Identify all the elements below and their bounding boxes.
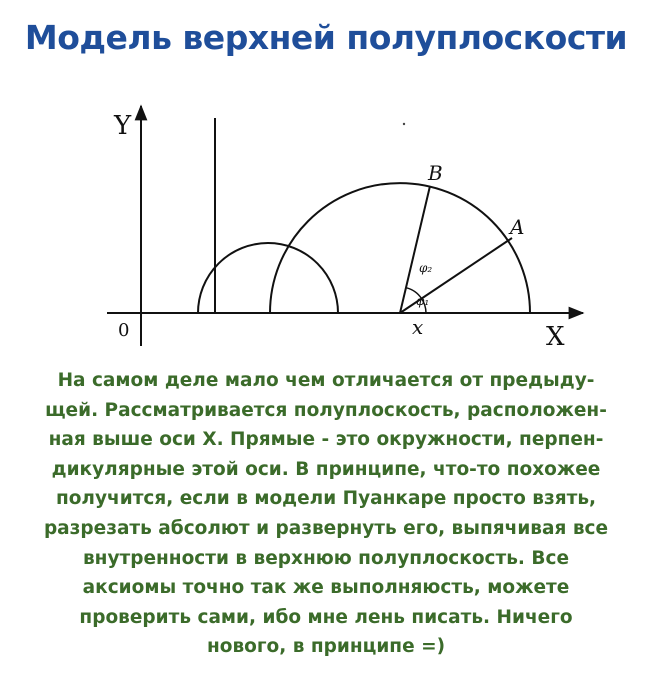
point-x-label: x — [412, 315, 424, 339]
point-b-label: B — [428, 161, 443, 185]
description-line: аксиомы точно так же выполняюсть, можете — [82, 577, 570, 599]
angle-1-label: φ₁ — [416, 294, 430, 308]
description-line: На самом деле мало чем отличается от предыду- — [57, 370, 595, 391]
point-a-label: A — [510, 215, 525, 239]
x-axis-label: X — [546, 322, 565, 352]
description-line: нового, в принципе =) — [206, 636, 446, 658]
page-title: Модель верхней полуплоскости — [24, 18, 628, 57]
description-line: щей. Рассматривается полуплоскость, расположен- — [45, 399, 607, 421]
angle-2-label: φ₂ — [419, 261, 433, 275]
description-line: дикулярные этой оси. В принципе, что-то похожее — [51, 458, 601, 480]
small-semicircle — [198, 243, 338, 313]
description-text — [40, 366, 612, 662]
stray-dot — [403, 123, 405, 125]
description-line: разрезать абсолют и развернуть его, выпячивая все — [43, 517, 609, 539]
description-line: проверить сами, ибо мне лень писать. Ничего — [79, 606, 573, 628]
y-axis-label: Y — [114, 111, 132, 141]
large-semicircle — [270, 183, 530, 313]
description-line: ная выше оси X. Прямые - это окружности, перпен- — [48, 429, 604, 451]
description-line: внутренности в верхнюю полуплоскость. Все — [82, 547, 570, 569]
description-line: получится, если в модели Пуанкаре просто взять, — [55, 488, 597, 510]
origin-label: 0 — [118, 320, 130, 341]
